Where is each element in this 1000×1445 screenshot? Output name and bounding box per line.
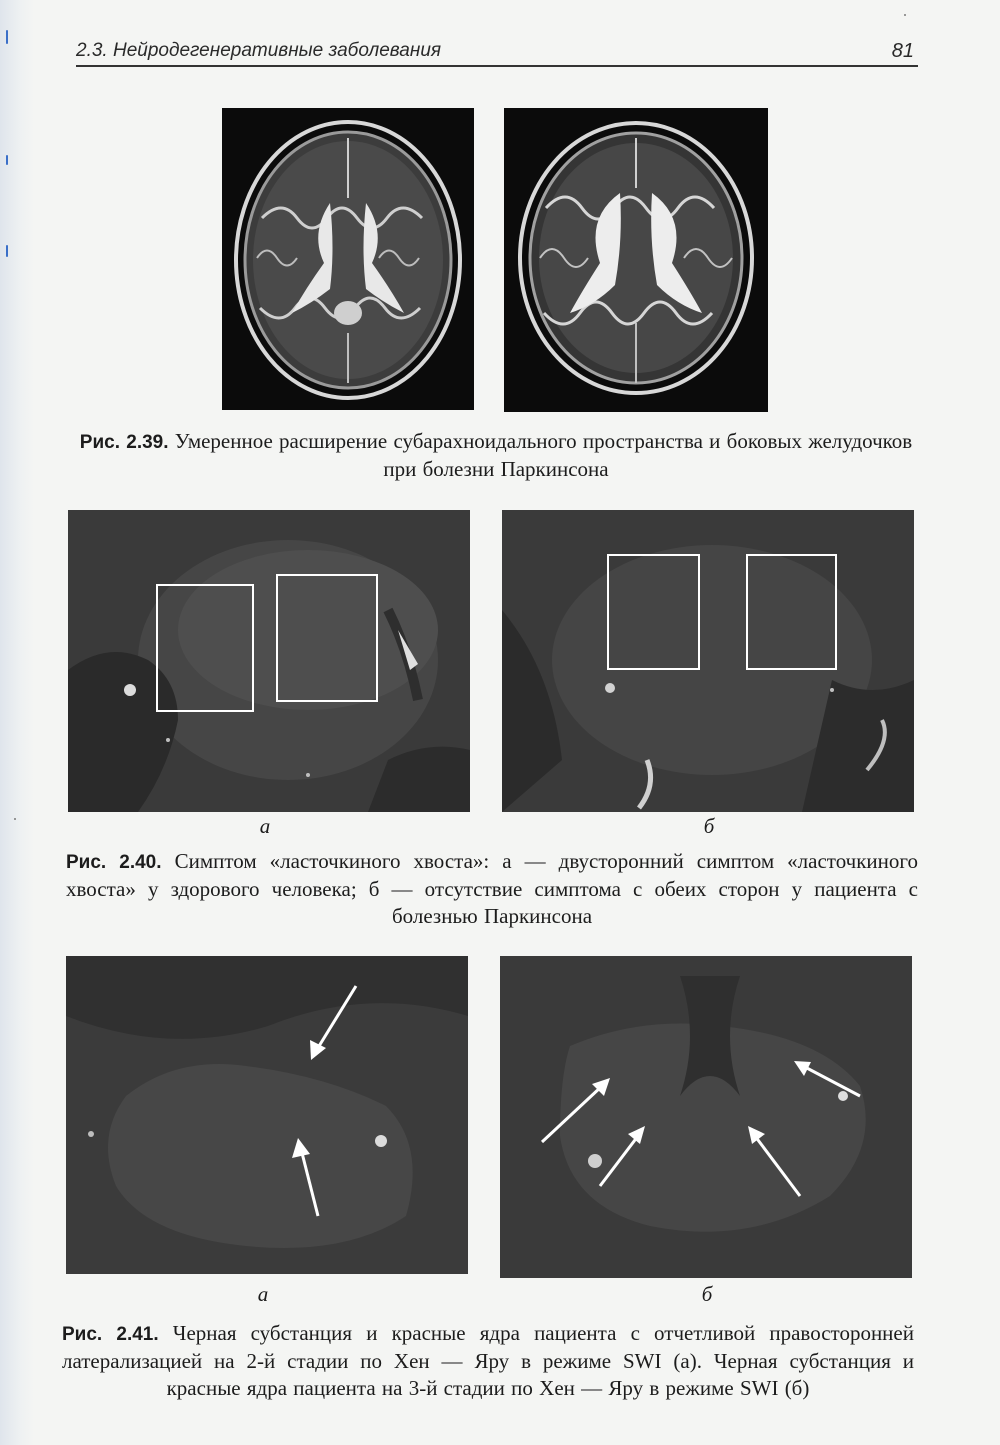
running-header [76,34,918,68]
scan-artifact [6,30,8,44]
scan-artifact [6,155,8,165]
fig-2-39-mri-left [222,108,474,410]
page-number: 81 [891,40,914,62]
fig-2-41-text: Черная субстанция и красные ядра пациента с отчетливой правосторонней латерализацией на 2-й стадии по Хен — Яру в режиме SWI (а). Черная субстанция и красные ядра пациента на 3-й стадии по Хен — Яру в режиме SWI (б) [62,1321,914,1400]
fig-2-39-caption [70,428,922,483]
fig-2-41-label-a: а [257,1282,269,1306]
page-edge-shadow [0,0,34,1445]
fig-2-40-image-a [68,510,470,812]
fig-2-39-mri-right [504,108,768,412]
section-title: 2.3. Нейродегенеративные заболевания [76,40,442,61]
scan-artifact [904,14,906,16]
fig-2-40-label-a: а [259,814,271,838]
fig-2-40-label-b: б [703,814,715,838]
fig-2-40-number: Рис. 2.40. [66,852,162,873]
fig-2-41-image-a [66,956,468,1274]
header-rule [76,65,918,67]
fig-2-41-number: Рис. 2.41. [62,1324,159,1345]
fig-2-41-image-b [500,956,912,1278]
fig-2-40-image-b [502,510,914,812]
scan-artifact [6,245,8,257]
fig-2-40-text: Симптом «ласточкиного хвоста»: а — двусторонний симптом «ласточкиного хвоста» у здорового человека; б — отсутствие симптома с обеих сторон у пациента с болезнью Паркинсона [66,849,918,928]
fig-2-41-label-b: б [701,1282,713,1306]
scan-artifact [14,818,16,820]
fig-2-39-text: Умеренное расширение субарахноидального пространства и боковых желудочков при болезни Паркинсона [174,429,913,481]
fig-2-39-number: Рис. 2.39. [79,432,169,453]
fig-2-40-caption [66,848,918,930]
fig-2-41-caption [62,1320,914,1402]
